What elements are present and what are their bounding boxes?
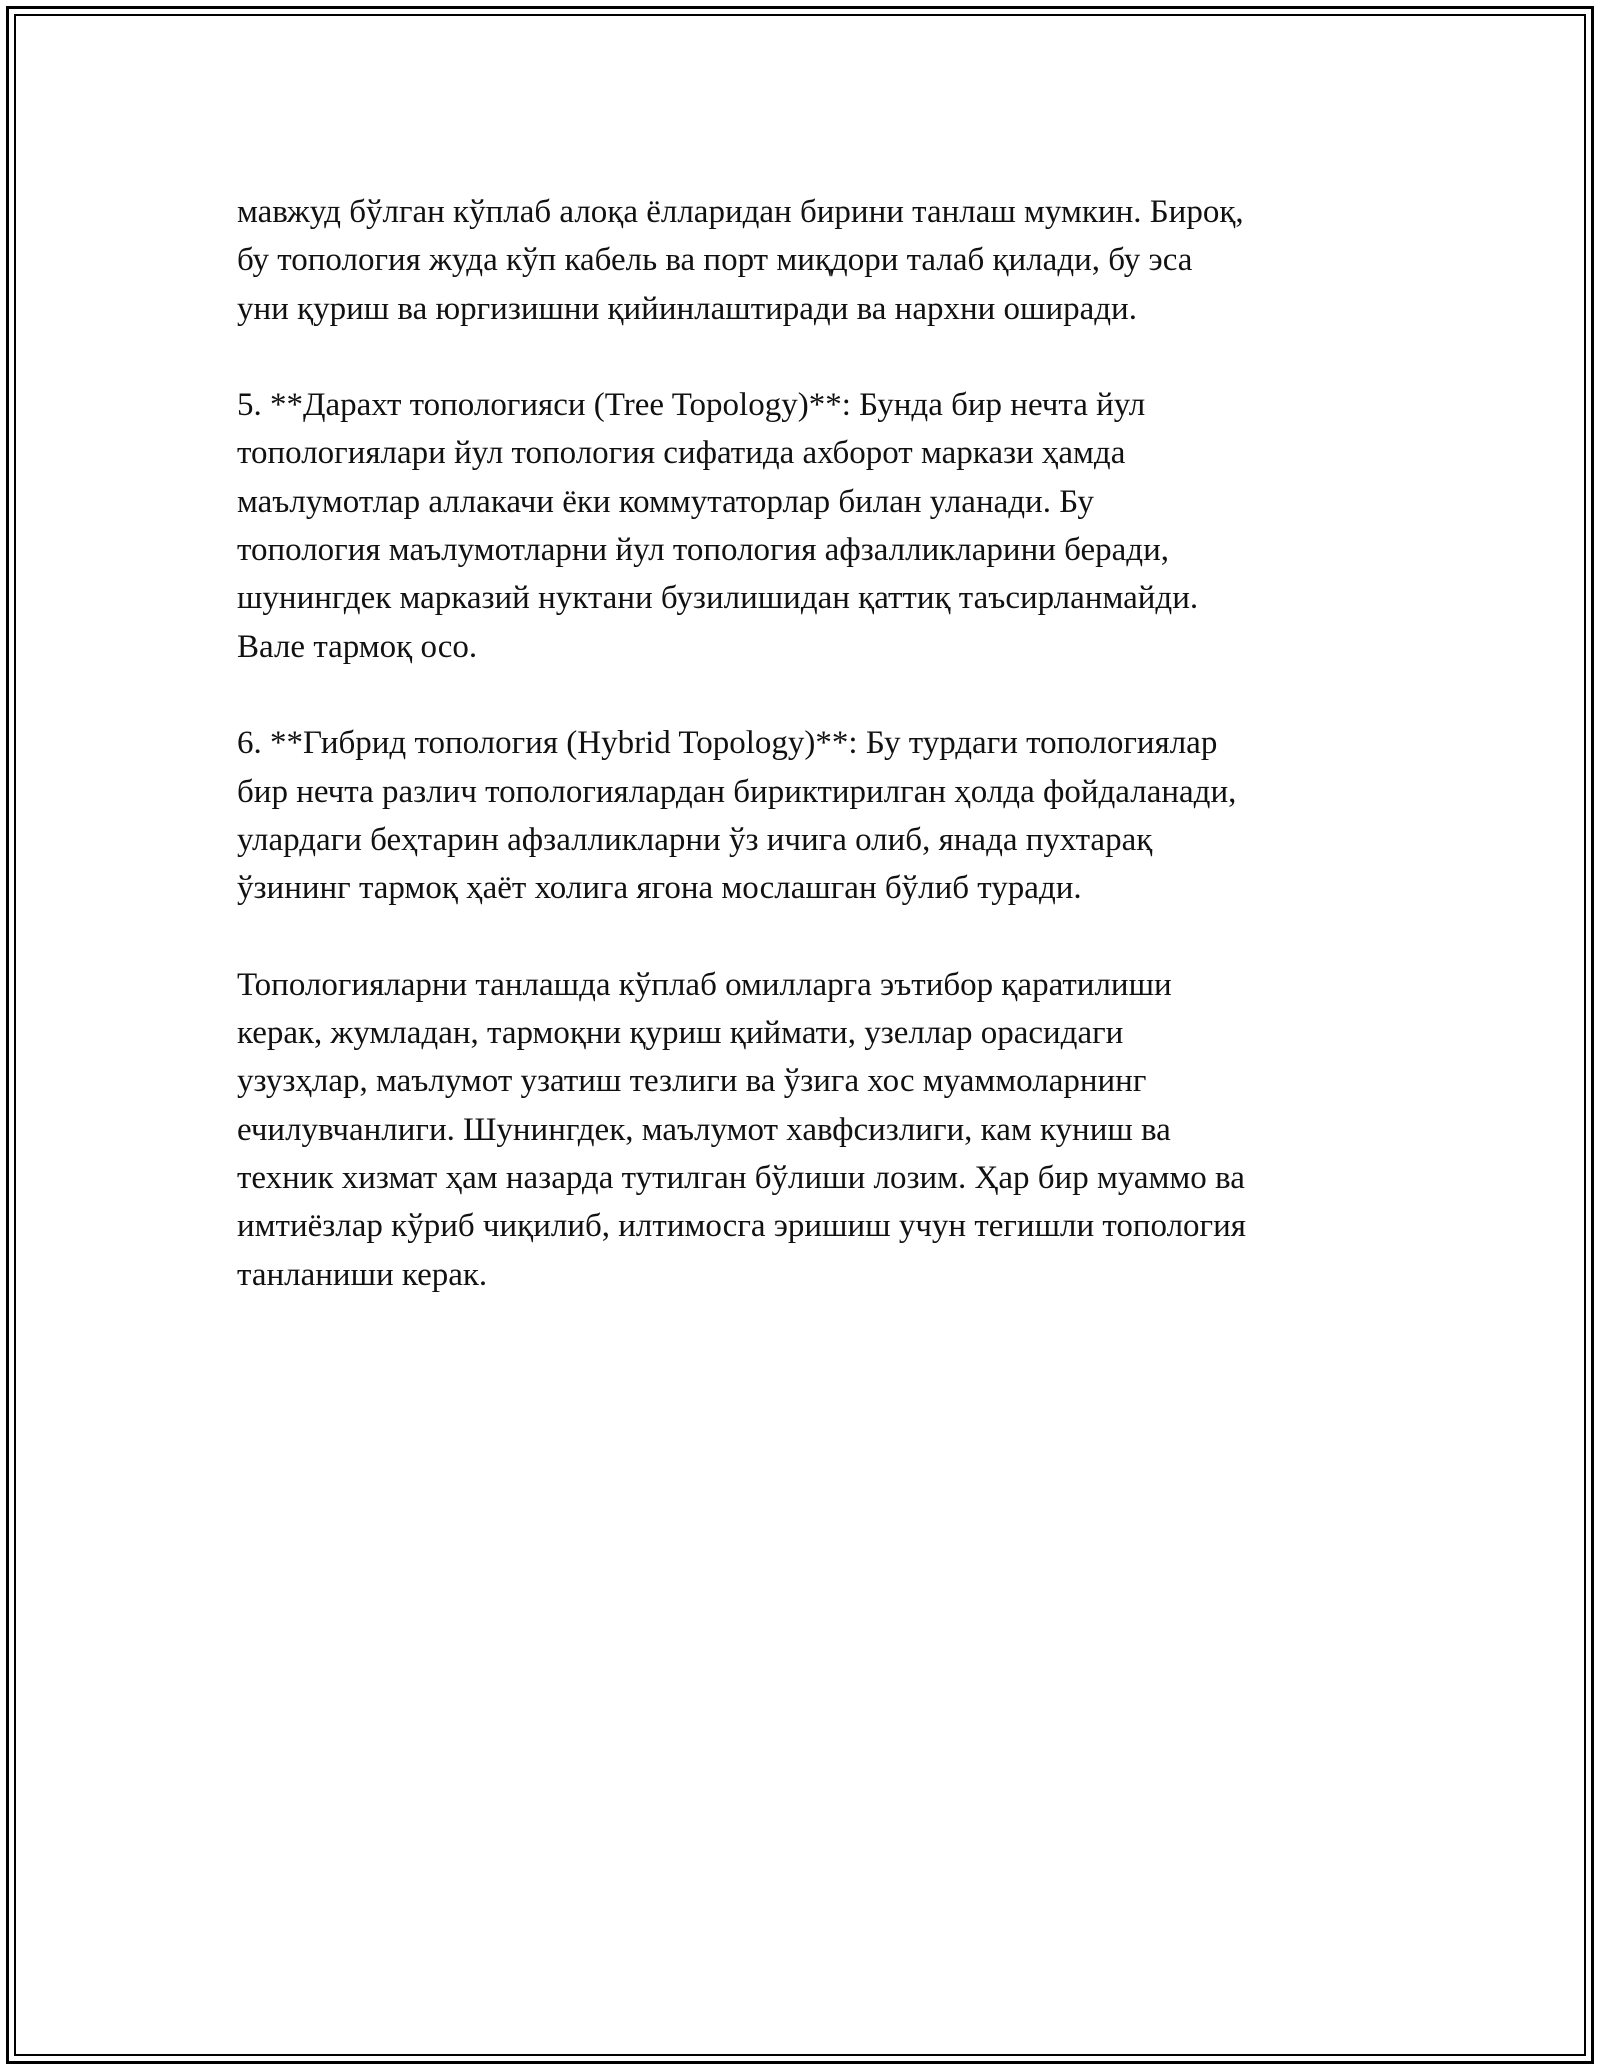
- text-line: 6. **Гибрид топология (Hybrid Topology)**: Бу турдаги топологиялар: [237, 725, 1218, 762]
- paragraph-conclusion: [237, 961, 1387, 1299]
- text-line: бир нечта различ топологиялардан бириктирилган ҳолда фойдаланади,: [237, 773, 1237, 810]
- document-body: [237, 188, 1387, 1347]
- text-line: маълумотлар аллакачи ёки коммутаторлар билан уланади. Бу: [237, 483, 1094, 520]
- paragraph-hybrid-topology: [237, 719, 1387, 912]
- text-line: узузҳлар, маълумот узатиш тезлиги ва ўзига хос муаммоларнинг: [237, 1063, 1147, 1100]
- text-line: улардаги беҳтарин афзалликларни ўз ичига олиб, янада пухтарақ: [237, 821, 1153, 858]
- text-line: ўзининг тармоқ ҳаёт холига ягона мослашган бўлиб туради.: [237, 870, 1082, 907]
- paragraph-tree-topology: [237, 381, 1387, 671]
- text-line: керак, жумладан, тармоқни қуриш қиймати, узеллар орасидаги: [237, 1015, 1124, 1052]
- text-line: танланиши керак.: [237, 1256, 488, 1293]
- text-line: имтиёзлар кўриб чиқилиб, илтимосга эришиш учун тегишли топология: [237, 1208, 1246, 1245]
- text-line: техник хизмат ҳам назарда тутилган бўлиши лозим. Ҳар бир муаммо ва: [237, 1159, 1245, 1196]
- text-line: шунингдек марказий нуктани бузилишидан қаттиқ таъсирланмайди.: [237, 580, 1199, 617]
- text-line: топология маълумотларни йул топология афзалликларини беради,: [237, 532, 1169, 569]
- text-line: мавжуд бўлган кўплаб алоқа ёлларидан бирини танлаш мумкин. Бироқ,: [237, 194, 1244, 230]
- text-line: Вале тармоқ осо.: [237, 628, 478, 665]
- text-line: ечилувчанлиги. Шунингдек, маълумот хавфсизлиги, кам куниш ва: [237, 1111, 1171, 1148]
- text-line: топологиялари йул топология сифатида ахборот маркази ҳамда: [237, 435, 1126, 472]
- text-line: Топологияларни танлашда кўплаб омилларга эътибор қаратилиши: [237, 966, 1172, 1003]
- text-line: уни қуриш ва юргизишни қийинлаштиради ва нархни оширади.: [237, 290, 1137, 327]
- paragraph-continuation: [237, 188, 1387, 333]
- text-line: бу топология жуда кўп кабель ва порт миқдори талаб қилади, бу эса: [237, 242, 1193, 279]
- text-line: 5. **Дарахт топологияси (Tree Topology)**: Бунда бир нечта йул: [237, 387, 1146, 424]
